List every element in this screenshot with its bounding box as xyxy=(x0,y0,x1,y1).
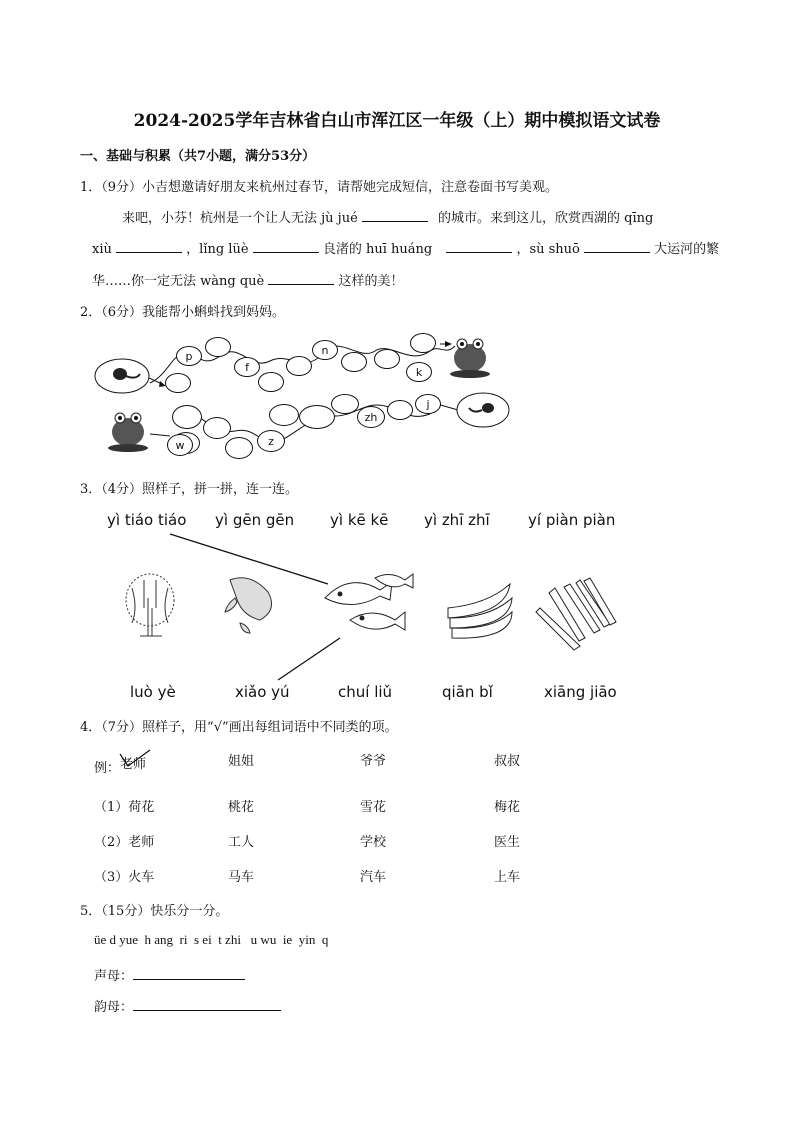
example-word-4: 叔叔 xyxy=(494,754,521,769)
maze-circle[interactable] xyxy=(165,373,191,393)
maze-circle[interactable] xyxy=(374,349,400,369)
q1-text-e: 良渚的 huī huáng xyxy=(322,242,433,257)
shengmu-label: 声母： xyxy=(94,969,134,984)
pinyin-bottom-5: xiāng jiāo xyxy=(544,683,617,701)
q3-heading: 3．（4分）照样子，拼一拼，连一连。 xyxy=(80,482,299,497)
q1-line2 xyxy=(92,238,719,257)
q1-text-g: 大运河的繁 xyxy=(654,242,720,257)
maze-circle-z[interactable]: z xyxy=(257,430,285,452)
q4-row1-item1[interactable]: （1）荷花 xyxy=(94,800,155,815)
q1-heading: 1．（9分）小吉想邀请好朋友来杭州过春节，请帮她完成短信，注意卷面书写美观。 xyxy=(80,180,559,195)
shengmu-row xyxy=(94,965,245,984)
banana-icon xyxy=(448,584,512,638)
check-mark-icon xyxy=(118,748,152,772)
q5-letters: üe d yue h ang ri s ei t zhi u wu ie yin q xyxy=(94,932,329,947)
pinyin-bottom-1: luò yè xyxy=(130,683,176,701)
q4-row3-item1[interactable]: （3）火车 xyxy=(94,870,155,885)
frog-icon xyxy=(450,339,490,378)
q1-text-b: 的城市。来到这儿，欣赏西湖的 qīng xyxy=(438,211,654,226)
example-word-3: 爷爷 xyxy=(360,754,387,769)
q1-line3 xyxy=(92,270,404,289)
example-label: 例： xyxy=(94,761,121,776)
q4-row3-item4[interactable]: 上车 xyxy=(494,870,521,885)
q4-row2-item1[interactable]: （2）老师 xyxy=(94,835,155,850)
maze-circle[interactable] xyxy=(269,404,299,426)
pinyin-bottom-3: chuí liǔ xyxy=(338,683,393,701)
q1-text-i: 这样的美！ xyxy=(338,274,404,289)
q1-text-d: ，lǐng lüè xyxy=(186,242,249,257)
yunmu-label: 韵母： xyxy=(94,1000,134,1015)
q2-heading: 2．（6分）我能帮小蝌蚪找到妈妈。 xyxy=(80,305,286,320)
page-title: 2024-2025学年吉林省白山市浑江区一年级（上）期中模拟语文试卷 xyxy=(133,111,661,131)
pinyin-bottom-2: xiǎo yú xyxy=(235,683,290,701)
q1-line1 xyxy=(122,207,653,226)
maze-circle[interactable] xyxy=(225,437,253,459)
fish-icon xyxy=(325,574,413,630)
willow-icon xyxy=(126,574,174,636)
q4-row2-item2[interactable]: 工人 xyxy=(228,835,255,850)
answer-blank[interactable] xyxy=(253,240,319,253)
match-line xyxy=(278,638,340,680)
maze-circle[interactable] xyxy=(203,417,231,439)
pencils-icon xyxy=(536,578,616,650)
example-word-1: 老师 xyxy=(120,757,147,772)
answer-blank[interactable] xyxy=(446,240,512,253)
pinyin-top-1: yì tiáo tiáo xyxy=(107,511,187,529)
pinyin-top-2: yì gēn gēn xyxy=(215,511,295,529)
maze-circle-zh[interactable]: zh xyxy=(357,406,385,428)
q1-text-c: xiù xyxy=(92,242,112,257)
answer-blank[interactable] xyxy=(268,272,334,285)
maze-circle-w[interactable]: w xyxy=(167,434,193,456)
tadpole-maze xyxy=(90,326,520,458)
q1-text-a: 来吧，小芬！杭州是一个让人无法 jù jué xyxy=(122,211,358,226)
q4-row1-item4[interactable]: 梅花 xyxy=(494,800,521,815)
answer-blank[interactable] xyxy=(116,240,182,253)
q4-row1-item2[interactable]: 桃花 xyxy=(228,800,255,815)
q4-row3-item3[interactable]: 汽车 xyxy=(360,870,387,885)
q1-text-f: ，sù shuō xyxy=(516,242,580,257)
maze-circle[interactable] xyxy=(331,394,359,414)
q1-text-h: 华……你一定无法 wàng què xyxy=(92,274,265,289)
maze-circle[interactable] xyxy=(410,333,436,353)
q4-row1-item3[interactable]: 雪花 xyxy=(360,800,387,815)
maze-circle[interactable] xyxy=(387,400,413,420)
answer-blank[interactable] xyxy=(584,240,650,253)
frog-icon xyxy=(108,413,148,452)
pinyin-top-5: yí piàn piàn xyxy=(528,511,616,529)
section-heading: 一、基础与积累（共7小题，满分53分） xyxy=(80,149,316,164)
yunmu-row xyxy=(94,996,281,1015)
maze-circle-p[interactable]: p xyxy=(176,346,202,366)
maze-circle[interactable] xyxy=(258,372,284,392)
answer-blank[interactable] xyxy=(362,209,428,222)
maze-circle[interactable] xyxy=(341,352,367,372)
maze-circle[interactable] xyxy=(286,356,312,376)
leaves-icon xyxy=(225,578,272,633)
maze-circle[interactable] xyxy=(205,337,231,357)
pinyin-top-4: yì zhī zhī xyxy=(424,511,490,529)
maze-circle-j[interactable]: j xyxy=(415,394,441,414)
q5-heading: 5．（15分）快乐分一分。 xyxy=(80,904,229,919)
pinyin-top-3: yì kē kē xyxy=(330,511,389,529)
yunmu-blank[interactable] xyxy=(133,998,281,1011)
q4-row3-item2[interactable]: 马车 xyxy=(228,870,255,885)
pinyin-bottom-4: qiān bǐ xyxy=(442,683,493,701)
q4-row2-item4[interactable]: 医生 xyxy=(494,835,521,850)
maze-circle[interactable] xyxy=(299,405,335,429)
maze-circle[interactable] xyxy=(172,405,202,429)
example-word-2: 姐姐 xyxy=(228,754,255,769)
q3-pictures xyxy=(100,528,640,683)
q4-heading: 4．（7分）照样子，用“√”画出每组词语中不同类的项。 xyxy=(80,720,398,735)
maze-circle-n[interactable]: n xyxy=(312,340,338,360)
match-line xyxy=(170,534,328,584)
shengmu-blank[interactable] xyxy=(133,967,245,980)
q4-row2-item3[interactable]: 学校 xyxy=(360,835,387,850)
maze-circle-f[interactable]: f xyxy=(234,357,260,377)
maze-circle-k[interactable]: k xyxy=(406,362,432,382)
